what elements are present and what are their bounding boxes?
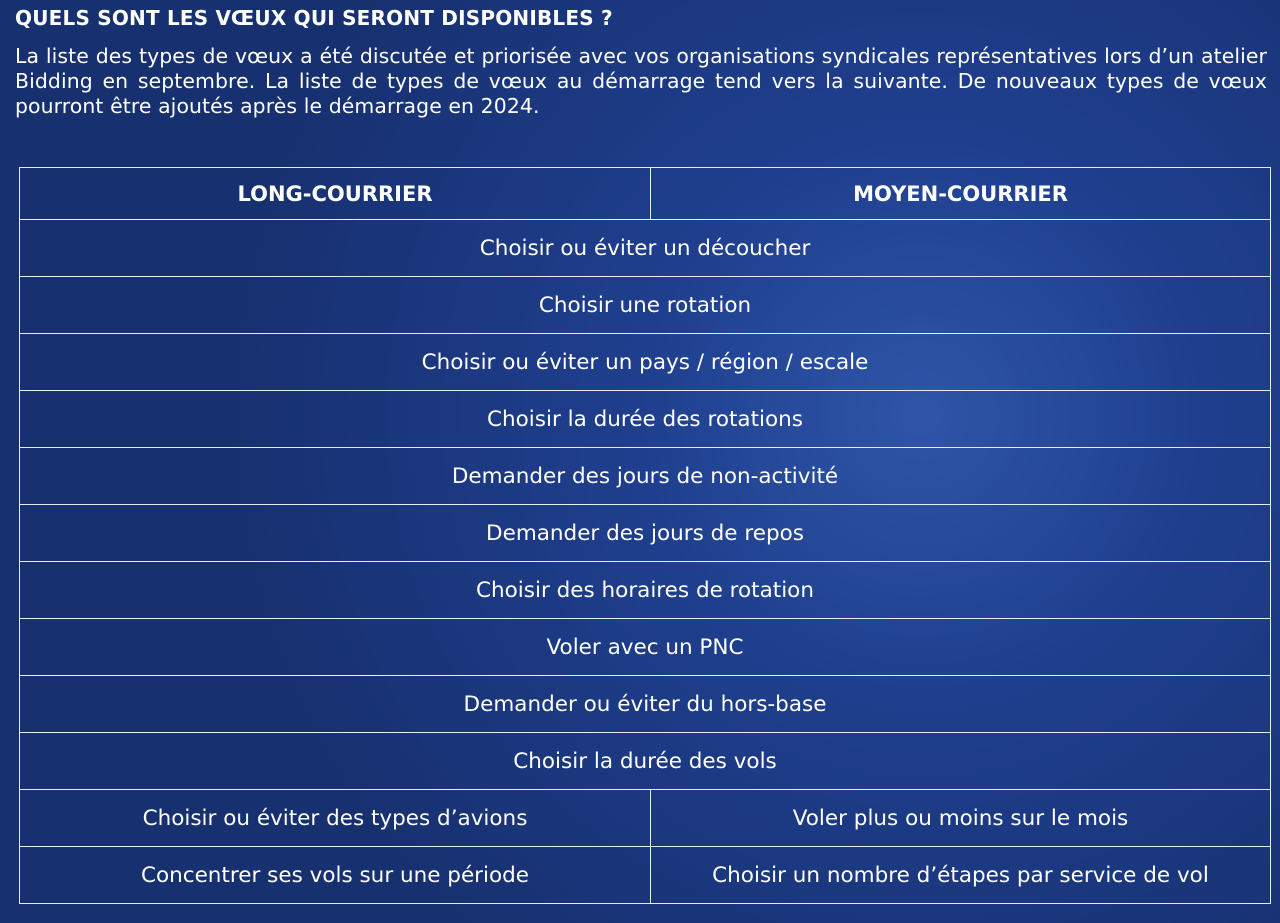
table-row bbox=[20, 619, 1271, 676]
shared-wish-cell: Choisir la durée des vols bbox=[20, 733, 1271, 790]
shared-wish-cell: Choisir des horaires de rotation bbox=[20, 562, 1271, 619]
shared-wish-cell: Demander des jours de non-activité bbox=[20, 448, 1271, 505]
long-courrier-wish-cell: Concentrer ses vols sur une période bbox=[20, 847, 651, 904]
shared-wish-cell: Demander ou éviter du hors-base bbox=[20, 676, 1271, 733]
table-row bbox=[20, 448, 1271, 505]
table-header-row bbox=[20, 168, 1271, 220]
table-row bbox=[20, 220, 1271, 277]
header-moyen-courrier: MOYEN-COURRIER bbox=[651, 168, 1271, 220]
table-row bbox=[20, 562, 1271, 619]
moyen-courrier-wish-cell: Voler plus ou moins sur le mois bbox=[651, 790, 1271, 847]
header-long-courrier: LONG-COURRIER bbox=[20, 168, 651, 220]
table-row bbox=[20, 733, 1271, 790]
table-row bbox=[20, 676, 1271, 733]
shared-wish-cell: Choisir ou éviter un découcher bbox=[20, 220, 1271, 277]
moyen-courrier-wish-cell: Choisir un nombre d’étapes par service de vol bbox=[651, 847, 1271, 904]
shared-wish-cell: Demander des jours de repos bbox=[20, 505, 1271, 562]
shared-wish-cell: Choisir une rotation bbox=[20, 277, 1271, 334]
shared-wish-cell: Voler avec un PNC bbox=[20, 619, 1271, 676]
long-courrier-wish-cell: Choisir ou éviter des types d’avions bbox=[20, 790, 651, 847]
section-heading: QUELS SONT LES VŒUX QUI SERONT DISPONIBLES ? bbox=[15, 6, 613, 30]
table-row bbox=[20, 277, 1271, 334]
table-row bbox=[20, 505, 1271, 562]
shared-wish-cell: Choisir ou éviter un pays / région / escale bbox=[20, 334, 1271, 391]
shared-wish-cell: Choisir la durée des rotations bbox=[20, 391, 1271, 448]
table-row bbox=[20, 391, 1271, 448]
intro-paragraph: La liste des types de vœux a été discutée et priorisée avec vos organisations syndicales représentatives lors d’un atelier Bidding en septembre. La liste de types de vœux au démarrage tend vers la suivante. De nouveaux types de vœux pourront être ajoutés après le démarrage en 2024. bbox=[15, 44, 1267, 118]
table-row bbox=[20, 334, 1271, 391]
table-row bbox=[20, 790, 1271, 847]
table-row bbox=[20, 847, 1271, 904]
wish-types-table bbox=[19, 167, 1271, 904]
